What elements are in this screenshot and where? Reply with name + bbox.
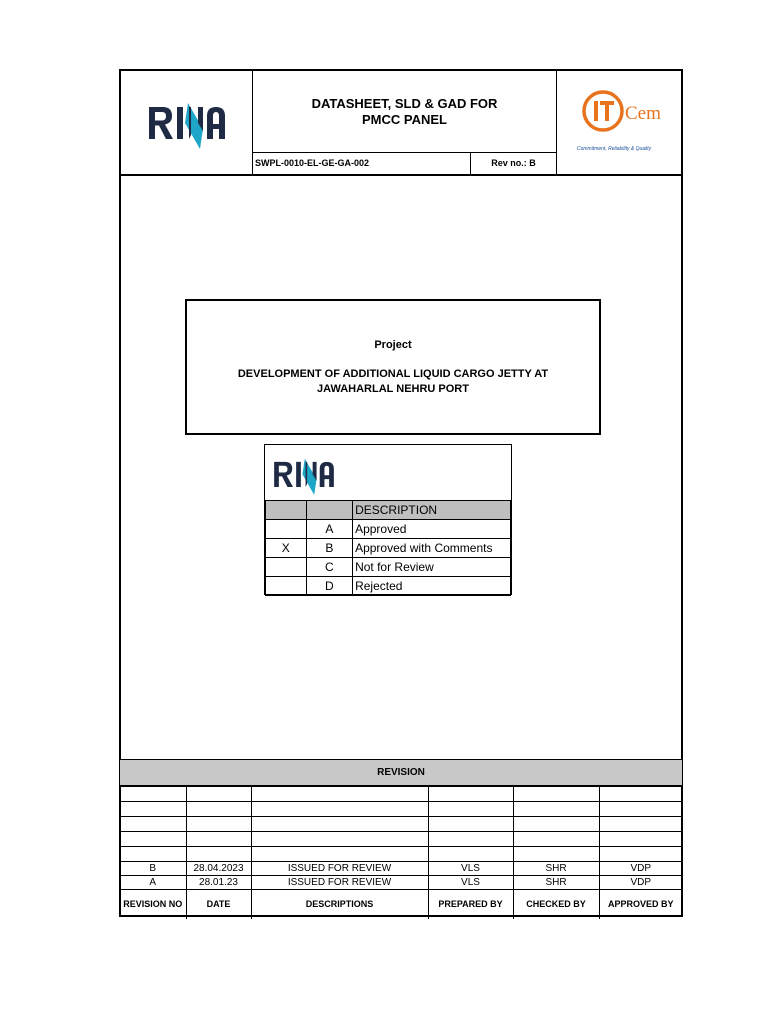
revision-no: A [120,876,186,890]
stamp-rina-logo-icon [271,455,337,497]
revision-description: ISSUED FOR REVIEW [251,862,428,876]
status-mark: X [266,539,307,558]
project-box [185,299,601,435]
review-status-row [266,520,511,539]
title-line-2: PMCC PANEL [362,111,447,127]
itcem-tagline: Commitment, Reliability & Quality [577,146,652,152]
column-header-date: DATE [186,890,251,919]
rina-logo [121,71,253,174]
document-number: SWPL-0010-EL-GE-GA-002 [253,153,471,174]
review-status-row [266,539,511,558]
title-line-1: DATASHEET, SLD & GAD FOR [311,95,498,111]
status-mark [266,577,307,596]
itcem-logo-text: Cem [625,103,661,124]
revision-table [120,786,682,919]
column-header-descriptions: DESCRIPTIONS [251,890,428,919]
status-code: C [306,558,352,577]
description-header: DESCRIPTION [353,501,511,520]
status-description: Rejected [353,577,511,596]
status-description: Approved [353,520,511,539]
status-code: B [306,539,352,558]
revision-prepared-by: VLS [428,862,513,876]
table-row [120,787,682,802]
revision-row [120,862,682,876]
column-header-approved-by: APPROVED BY [599,890,682,919]
revision-column-headers [120,890,682,919]
status-code: A [306,520,352,539]
review-status-header [266,501,511,520]
revision-date: 28.01.23 [186,876,251,890]
table-row [120,802,682,817]
status-description: Not for Review [353,558,511,577]
table-row [120,847,682,862]
rina-logo-icon [145,99,229,151]
document-title [253,71,557,153]
project-title-line-1: DEVELOPMENT OF ADDITIONAL LIQUID CARGO JETTY AT [237,368,549,380]
status-code: D [306,577,352,596]
revision-no: B [120,862,186,876]
column-header-revision-no: REVISION NO [120,890,186,919]
column-header-prepared-by: PREPARED BY [428,890,513,919]
title-block [121,71,681,176]
project-title-line-2: JAWAHARLAL NEHRU PORT [317,383,469,395]
status-description: Approved with Comments [353,539,511,558]
revision-approved-by: VDP [599,862,682,876]
revision-number: Rev no.: B [471,153,557,174]
revision-title: REVISION [120,759,682,786]
review-status-row [266,558,511,577]
status-mark [266,558,307,577]
revision-date: 28.04.2023 [186,862,251,876]
revision-checked-by: SHR [513,862,599,876]
table-row [120,817,682,832]
revision-approved-by: VDP [599,876,682,890]
revision-description: ISSUED FOR REVIEW [251,876,428,890]
review-status-row [266,577,511,596]
project-label: Project [374,339,412,351]
revision-prepared-by: VLS [428,876,513,890]
column-header-checked-by: CHECKED BY [513,890,599,919]
itcem-circle-icon [581,89,625,133]
revision-checked-by: SHR [513,876,599,890]
revision-row [120,876,682,890]
review-status-table [265,500,511,596]
status-mark [266,520,307,539]
review-stamp [264,444,512,595]
table-row [120,832,682,847]
itcem-logo [557,71,681,174]
